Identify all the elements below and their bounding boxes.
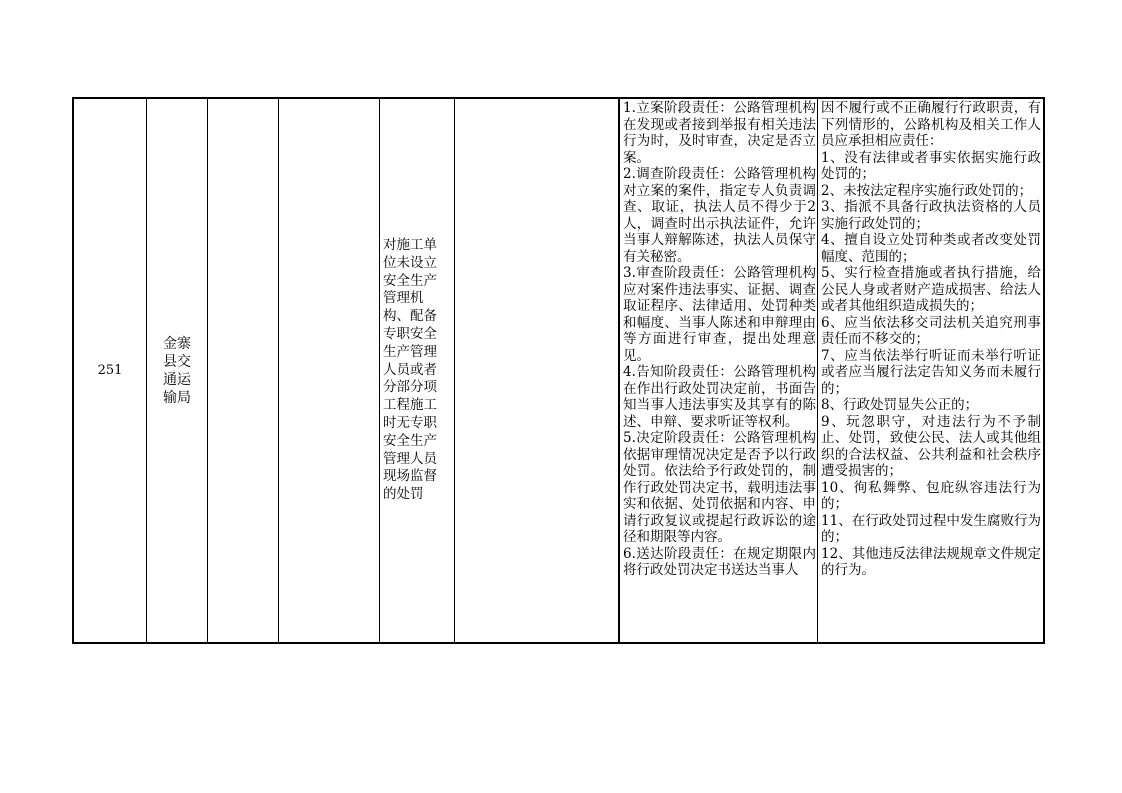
responsibility-item: 5.决定阶段责任：公路管理机构依据审理情况决定是否予以行政处罚。依法给予行政处罚的，制作行政处罚决定书，载明违法事实和依据、处罚依据和内容、申请行政复议或提起行政诉讼的途径和期限等内容。 [623,430,816,545]
item-name-cell [380,99,454,642]
column-divider [379,99,380,642]
liability-item: 6、应当依法移交司法机关追究刑事责任而不移交的； [821,314,1041,347]
responsibility-cell [620,99,817,642]
liability-item: 3、指派不具备行政执法资格的人员实施行政处罚的； [821,199,1041,232]
column-divider [146,99,147,642]
responsibility-item: 6.送达阶段责任：在规定期限内将行政处罚决定书送达当事人 [623,545,816,578]
department-cell [147,99,207,642]
empty-cell-1 [208,99,278,642]
liability-item: 2、未按法定程序实施行政处罚的； [821,182,1033,199]
column-divider [618,99,620,642]
column-divider [207,99,208,642]
liability-item: 10、徇私舞弊、包庇纵容违法行为的； [821,479,1041,512]
liability-item: 11、在行政处罚过程中发生腐败行为的； [821,512,1041,545]
row-number-cell [74,99,146,642]
row-number: 251 [97,363,123,378]
responsibility-item: 1.立案阶段责任：公路管理机构在发现或者接到举报有相关违法行为时，及时审查，决定是否立案。 [623,100,816,166]
liability-item: 5、实行检查措施或者执行措施，给公民人身或者财产造成损害、给法人或者其他组织造成损失的； [821,265,1041,314]
column-divider [454,99,455,642]
column-divider [817,99,818,642]
table-row [72,97,1045,644]
column-divider [278,99,279,642]
liability-item: 12、其他违反法律法规规章文件规定的行为。 [821,545,1041,578]
responsibility-item: 4.告知阶段责任：公路管理机构在作出行政处罚决定前，书面告知当事人违法事实及其享有的陈述、申辩、要求听证等权利。 [623,364,816,430]
liability-item: 8、行政处罚显失公正的； [821,397,979,413]
department-name: 金寨县交通运输局 [163,335,191,406]
item-name: 对施工单位未设立安全生产管理机构、配备专职安全生产管理人员或者分部分项工程施工时无专职安全生产管理人员现场监督的处罚 [383,237,437,503]
liability-item: 1、没有法律或者事实依据实施行政处罚的； [821,149,1041,182]
liability-item: 7、应当依法举行听证而未举行听证或者应当履行法定告知义务而未履行的； [821,347,1041,397]
empty-cell-2 [279,99,379,642]
responsibility-item: 2.调查阶段责任：公路管理机构对立案的案件，指定专人负责调查、取证，执法人员不得少于2人，调查时出示执法证件，允许当事人辩解陈述，执法人员保守有关秘密。 [623,166,816,265]
liability-cell [818,99,1043,642]
liability-item: 因不履行或不正确履行行政职责，有下列情形的，公路机构及相关工作人员应承担相应责任： [821,100,1041,149]
liability-item: 4、擅自设立处罚种类或者改变处罚幅度、范围的； [821,232,1041,265]
responsibility-item: 3.审查阶段责任：公路管理机构应对案件违法事实、证据、调查取证程序、法律适用、处罚种类和幅度、当事人陈述和申辩理由等方面进行审查，提出处理意见。 [623,265,816,364]
liability-item: 9、玩忽职守，对违法行为不予制止、处罚，致使公民、法人或其他组织的合法权益、公共利益和社会秩序遭受损害的； [821,413,1041,479]
empty-cell-3 [455,99,619,642]
